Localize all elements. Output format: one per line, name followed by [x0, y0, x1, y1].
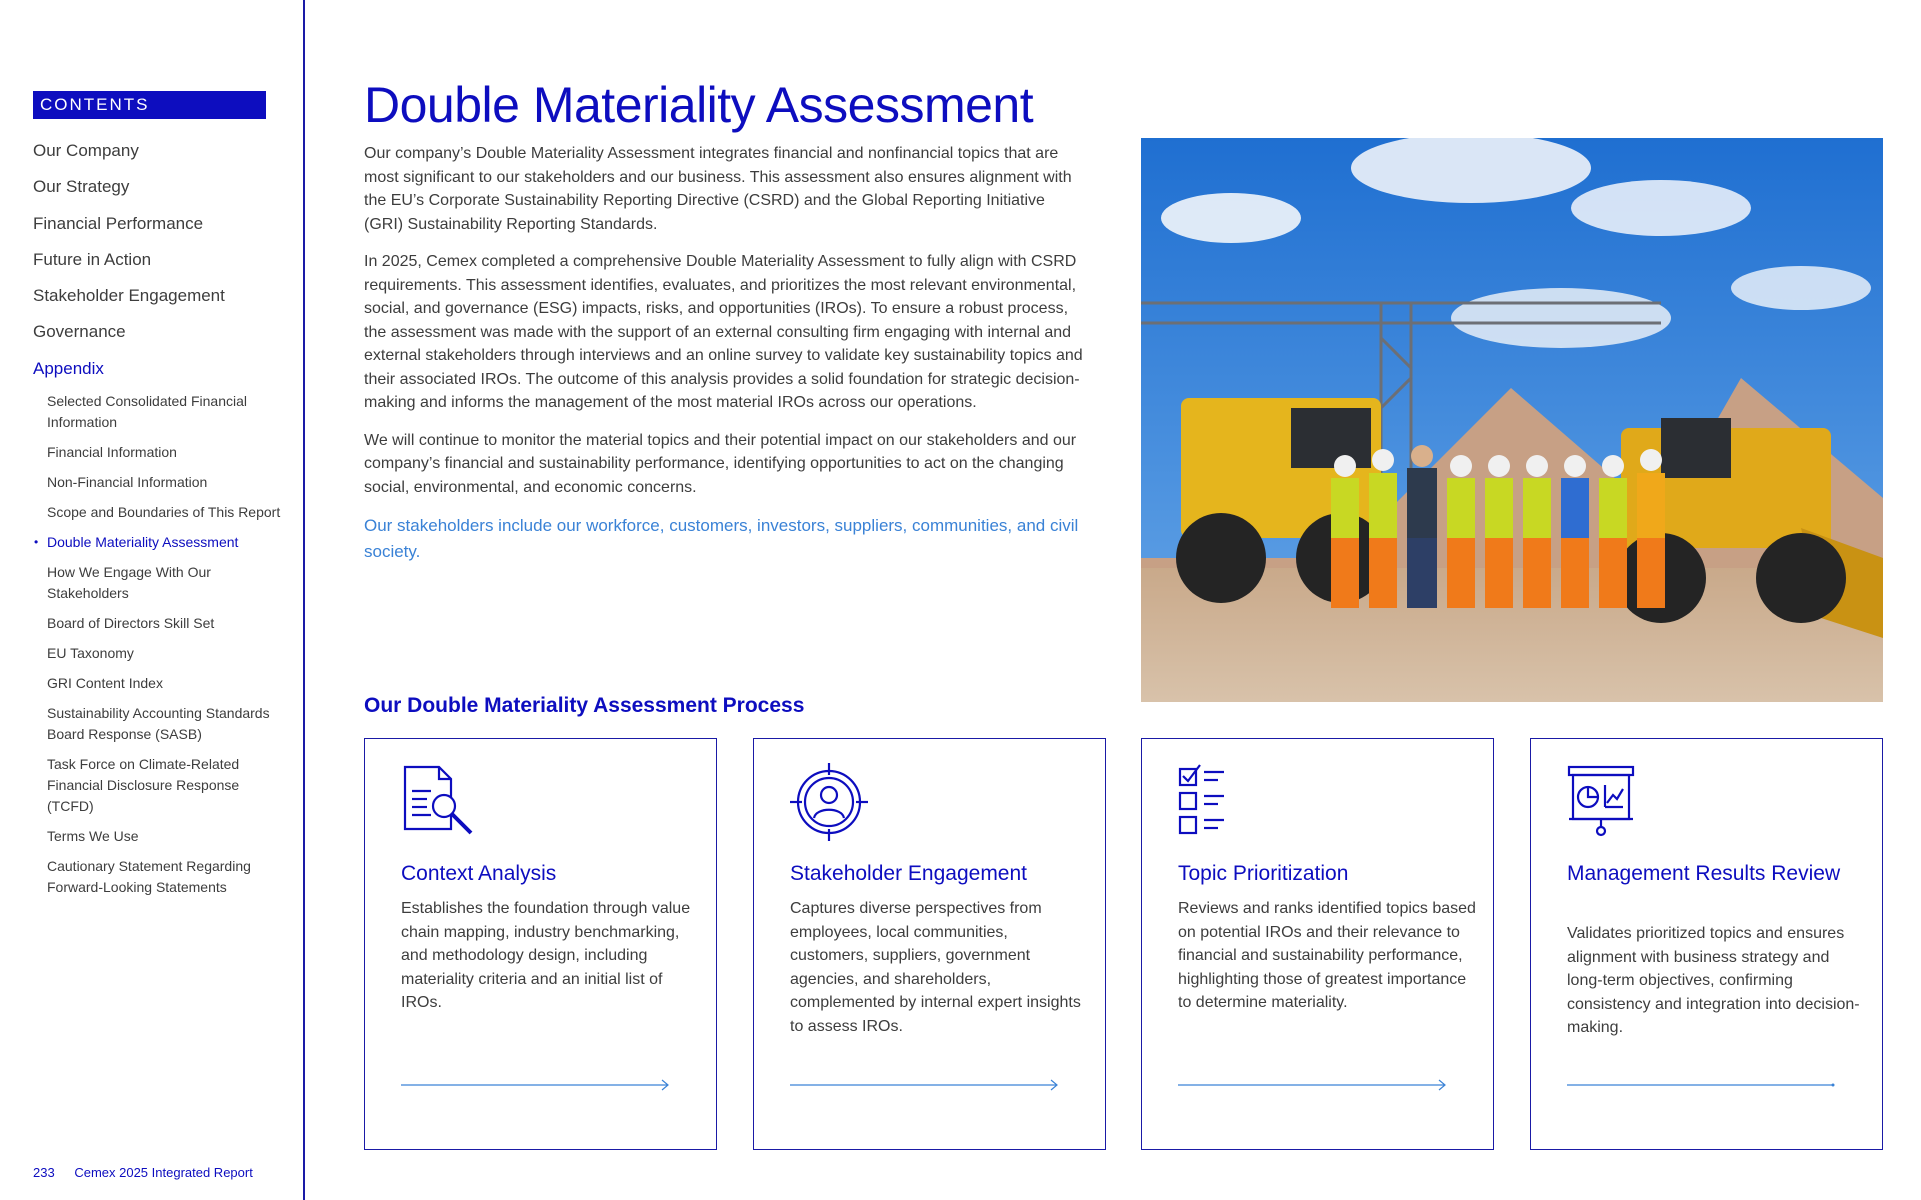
- card-title: Stakeholder Engagement: [790, 862, 1027, 885]
- paragraph: Our company’s Double Materiality Assessment integrates financial and nonfinancial topics that are most significant to our stakeholders and our business. This assessment also ensures alignment with the EU’s Corporate Sustainability Reporting Directive (CSRD) and the Global Reporting Initiative (GRI) Sustainability Reporting Standards.: [364, 145, 1072, 233]
- stakeholders-highlight: Our stakeholders include our workforce, customers, investors, suppliers, communities, and civil society.: [364, 516, 1079, 561]
- arrow-right-icon[interactable]: [790, 1079, 1060, 1091]
- nav-item-our-strategy[interactable]: Our Strategy: [33, 177, 130, 197]
- checklist-icon: [1178, 763, 1256, 841]
- report-name: Cemex 2025 Integrated Report: [74, 1165, 253, 1180]
- card-description: Captures diverse perspectives from employees, local communities, customers, suppliers, government agencies, and shareholders, complemented by internal expert insights to assess IROs.: [790, 900, 1081, 1035]
- subnav-item-scope-boundaries[interactable]: Scope and Boundaries of This Report: [47, 504, 281, 520]
- card-description: Validates prioritized topics and ensures alignment with business strategy and long-term objectives, confirming consistency and integration into decision-making.: [1567, 925, 1860, 1036]
- card-title: Topic Prioritization: [1178, 862, 1349, 885]
- process-card-context-analysis: [364, 738, 717, 1150]
- subnav-item-tcfd[interactable]: Task Force on Climate-Related Financial Disclosure Response (TCFD): [47, 756, 240, 814]
- arrow-right-icon[interactable]: [1567, 1079, 1837, 1091]
- nav-item-stakeholder-engagement[interactable]: Stakeholder Engagement: [33, 286, 225, 306]
- subnav-item-cautionary-statement[interactable]: Cautionary Statement Regarding Forward-Looking Statements: [47, 858, 251, 895]
- process-card-management-review: [1530, 738, 1883, 1150]
- process-card-topic-prioritization: [1141, 738, 1494, 1150]
- page-footer: [33, 1165, 253, 1180]
- card-title: Context Analysis: [401, 862, 557, 885]
- subnav-item-sasb[interactable]: Sustainability Accounting Standards Board Response (SASB): [47, 705, 270, 742]
- sidebar-navigation: [0, 0, 305, 1200]
- card-description: Establishes the foundation through value chain mapping, industry benchmarking, and methodology design, including materiality criteria and an initial list of IROs.: [401, 900, 691, 1011]
- subnav-item-terms[interactable]: Terms We Use: [47, 828, 139, 844]
- subnav-item-gri-index[interactable]: GRI Content Index: [47, 675, 163, 691]
- subnav-item-non-financial-information[interactable]: Non-Financial Information: [47, 474, 208, 490]
- subnav-item-how-we-engage[interactable]: How We Engage With Our Stakeholders: [47, 564, 211, 601]
- card-title: Management Results Review: [1567, 862, 1841, 885]
- subnav-item-financial-information[interactable]: Financial Information: [47, 444, 177, 460]
- nav-item-future-in-action[interactable]: Future in Action: [33, 249, 152, 269]
- subnav-item-board-skill-set[interactable]: Board of Directors Skill Set: [47, 615, 215, 631]
- page-title: Double Materiality Assessment: [364, 77, 1034, 133]
- process-section-title: Our Double Materiality Assessment Process: [364, 694, 805, 717]
- process-card-stakeholder-engagement: [753, 738, 1106, 1150]
- subnav-item-eu-taxonomy[interactable]: EU Taxonomy: [47, 645, 134, 661]
- card-description: Reviews and ranks identified topics based on potential IROs and their relevance to financial and sustainability performance, highlighting those of greatest importance to determine materiality.: [1178, 900, 1476, 1011]
- appendix-sub-nav: [47, 391, 287, 907]
- nav-item-appendix[interactable]: Appendix: [33, 358, 104, 378]
- paragraph: In 2025, Cemex completed a comprehensive Double Materiality Assessment to fully align with CSRD requirements. This assessment identifies, evaluates, and prioritizes the most relevant environmental, social, and governance (ESG) impacts, risks, and opportunities (IROs). To ensure a robust process, the assessment was made with the support of an external consulting firm engaging with internal and external stakeholders through interviews and an online survey to validate key sustainability topics and their associated IROs. The outcome of this analysis provides a solid foundation for strategic decision-making and informs the management of the most material IROs across our operations.: [364, 253, 1083, 411]
- contents-label: CONTENTS: [33, 91, 266, 119]
- target-person-icon: [790, 763, 868, 841]
- intro-text: [364, 142, 1084, 579]
- arrow-right-icon[interactable]: [401, 1079, 671, 1091]
- nav-item-our-company[interactable]: Our Company: [33, 141, 139, 160]
- page-number: 233: [33, 1165, 55, 1180]
- nav-item-financial-performance[interactable]: Financial Performance: [33, 213, 204, 233]
- team-photo-illustration: [1141, 138, 1883, 702]
- subnav-item-double-materiality[interactable]: • Double Materiality Assessment: [47, 532, 287, 553]
- arrow-right-icon[interactable]: [1178, 1079, 1448, 1091]
- paragraph: We will continue to monitor the material topics and their potential impact on our stakeholders and our company’s financial and sustainability performance, identifying opportunities to act on the changing social, environmental, and economic concerns.: [364, 431, 1077, 496]
- nav-item-governance[interactable]: Governance: [33, 322, 126, 342]
- presentation-board-icon: [1567, 763, 1645, 841]
- document-search-icon: [401, 763, 479, 841]
- main-nav-list: [33, 140, 225, 394]
- subnav-item-selected-financial[interactable]: Selected Consolidated Financial Information: [47, 393, 248, 430]
- team-photo: [1141, 138, 1883, 702]
